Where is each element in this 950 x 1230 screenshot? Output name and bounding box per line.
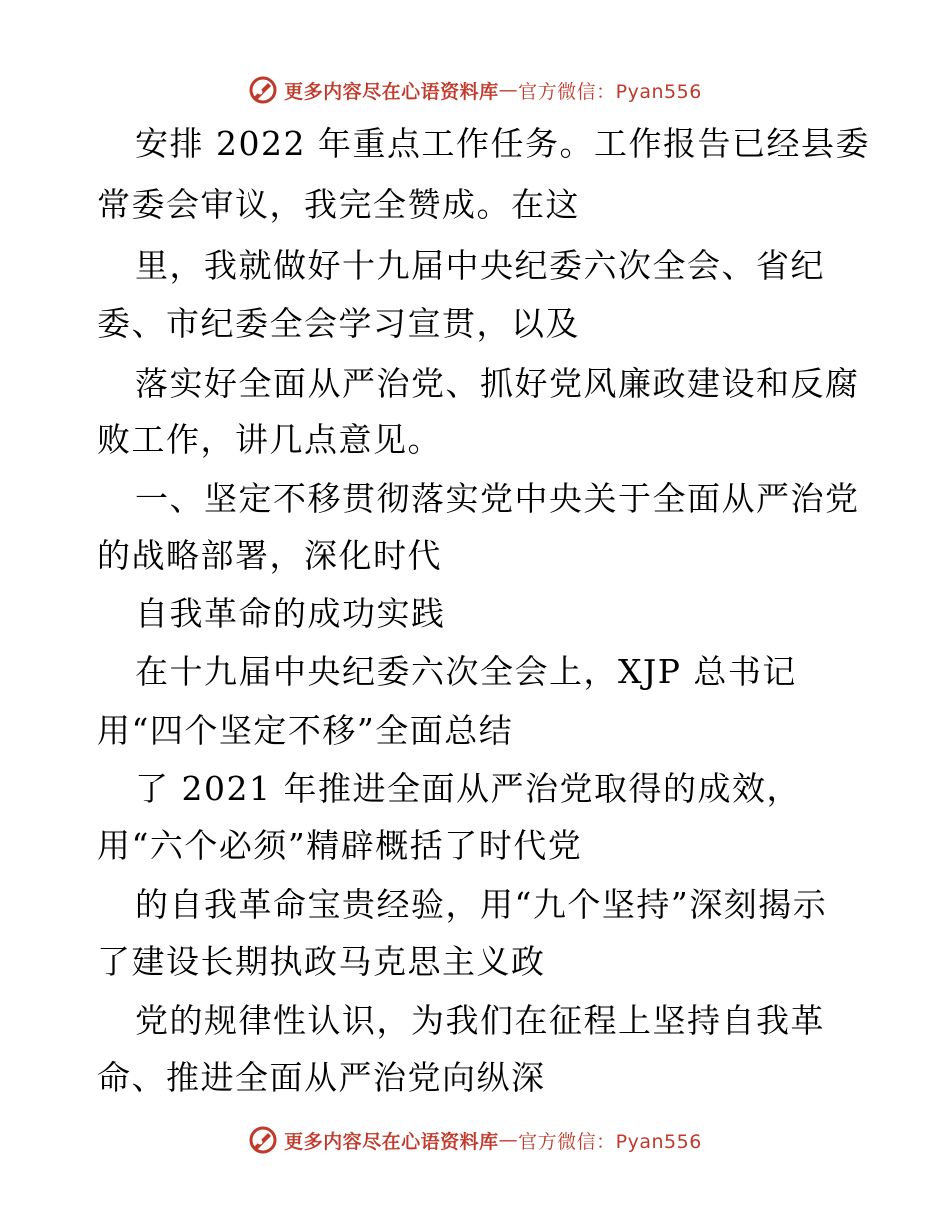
text-line: 安排 2022 年重点工作任务。工作报告已经县委: [135, 124, 870, 163]
text-line: 党的规律性认识，为我们在征程上坚持自我革: [135, 1001, 825, 1040]
text-line: 命、推进全面从严治党向纵深: [97, 1058, 546, 1097]
text-line: 常委会审议，我完全赞成。在这: [97, 185, 580, 224]
text-line: 一、坚定不移贯彻落实党中央关于全面从严治党: [135, 479, 860, 518]
text-line: 里，我就做好十九届中央纪委六次全会、省纪: [135, 246, 825, 285]
text-line: 用“四个坚定不移”全面总结: [97, 711, 514, 750]
watermark-main-text: 更多内容尽在心语资料库: [284, 80, 499, 103]
text-line: 落实好全面从严治党、抓好党风廉政建设和反腐: [135, 364, 860, 403]
header-watermark: [0, 70, 950, 110]
footer-watermark: [0, 1120, 950, 1160]
text-line: 自我革命的成功实践: [135, 594, 446, 633]
text-line: 的战略部署，深化时代: [97, 536, 442, 575]
text-line: 在十九届中央纪委六次全会上，XJP 总书记: [135, 652, 797, 691]
watermark-sub-text: 官方微信：Pyan556: [518, 1130, 702, 1153]
text-line: 了 2021 年推进全面从严治党取得的成效，: [135, 769, 801, 808]
text-line: 的自我革命宝贵经验，用“九个坚持”深刻揭示: [135, 885, 828, 924]
text-line: 了建设长期执政马克思主义政: [97, 942, 546, 981]
watermark-main-text: 更多内容尽在心语资料库: [284, 1130, 499, 1153]
pen-logo-icon: [248, 1125, 278, 1155]
text-line: 用“六个必须”精辟概括了时代党: [97, 826, 583, 865]
pen-logo-icon: [248, 75, 278, 105]
watermark-dash: —: [498, 1129, 519, 1151]
text-line: 委、市纪委全会学习宣贯，以及: [97, 304, 580, 343]
watermark-dash: —: [498, 79, 519, 101]
text-line: 败工作，讲几点意见。: [97, 420, 442, 459]
watermark-sub-text: 官方微信：Pyan556: [518, 80, 702, 103]
